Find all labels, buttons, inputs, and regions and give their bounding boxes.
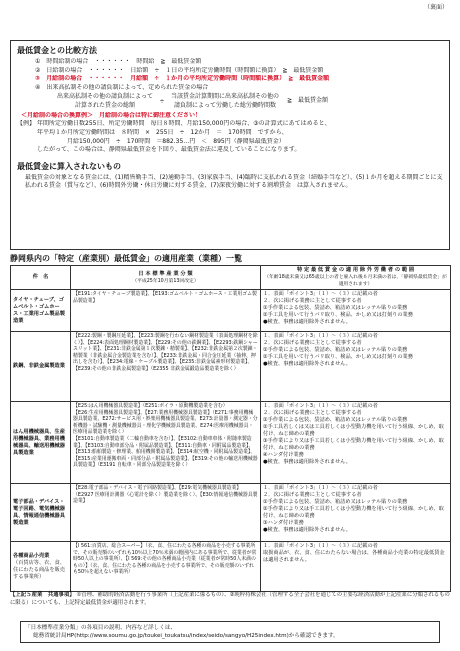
example-label: 【例】: [17, 120, 36, 128]
example-block: [17, 120, 443, 154]
industry-name: タイヤ・チューブ、ゴムベルト・ゴムホース・工業用ゴム製品製造業: [11, 290, 71, 332]
formula-denominator-line1: 当該賃金計算期間に出来高払制その他の: [171, 93, 280, 101]
formula-result: ≧ 最低賃金額: [287, 97, 329, 105]
header-classification: 日 本 標 準 産 業 分 類 （平成25年10月第13回改定）: [71, 266, 261, 290]
industry-codes: 【E191:タイヤ・チューブ製造業】、【E193:ゴムベルト・ゴムホース・工業用ゴム製品製造業】: [71, 290, 261, 332]
formula-numerator-line2: 計算された賃金の総額: [75, 101, 136, 109]
reference-line2: 総務省統計局HP(http://www.soumu.go.jp/toukei_toukatsu/index/seido/sangyo/H25index.htm)から確認できます。: [33, 633, 339, 639]
table-row: [11, 290, 451, 332]
table-row: [11, 332, 451, 402]
reference-box: [20, 621, 440, 643]
comparison-item-monthly: ③ 月給制の場合 ・・・・・・ 月給額 ÷ １か月の平均所定労働時間（時間額に換算） ≧ 最低賃金額: [35, 75, 330, 83]
industry-name: 電子部品・デバイス・電子回路、電気機械器具、情報通信機械器具製造業: [11, 484, 71, 542]
example-line: 年間所定労働日数255日、所定労働時間 毎日８時間、月給150,000円の場合、③の計算式にあてはめると、: [37, 120, 331, 128]
common-note: [10, 592, 450, 607]
example-line: したがって、この場合は、静岡県最低賃金を下回り、最低賃金法に違反していることになります。: [37, 146, 301, 154]
common-note-label: 【上記５産業 共通事項】: [10, 592, 75, 598]
comparison-title: 最低賃金との比較方法: [17, 46, 97, 55]
comparison-item-daily: ② 日給制の場合 ・・・・・・ 日給額 ÷ １日の平均所定労働時間（時間額に換算） ≧ 最低賃金額: [35, 66, 324, 74]
industry-exclusions: １．表面「ポイント3」（１）～（３）に記載の者 ２．次に掲げる業務に主として従事する者 ①手作業による包装、袋詰め、箱詰め又はレッテル貼りの業務 ②手作業により又は手工具若しくは小型動力機を用いて行う組線、かしめ、取付け、ねじ締めの業務 ③ハンダ付け業務 ●検査、事務は適用除外されません。: [261, 484, 451, 542]
industry-exclusions: １．表面「ポイント3」（１）～（３）に記載の者 ２．次に掲げる業務に主として従事する者 ①手作業による包装、袋詰め、箱詰め又はレッテル貼りの業務 ②手工具を用いて行うバリ取り、検品、かしめ又は打刻りの業務 ●検査、事務は適用除外されません。: [261, 290, 451, 332]
monthly-notice: ＜月給制の場合の換算例＞ 月給制の場合は特に御注意ください！: [21, 111, 202, 119]
piecework-formula: [17, 93, 443, 109]
example-line: 年平均１か月所定労働時間は ８時間 × 255日 ÷ 12か月 ＝ 170時間 ですから、: [37, 128, 288, 136]
table-header-row: [11, 266, 451, 290]
table-row: [11, 542, 451, 592]
industry-exclusions: １．表面「ポイント3」（１）～（３）に記載の者 取扱商品が、衣、食、住にわたらない場合は、各種商品小売業の特定最低賃金は適用されません。: [261, 542, 451, 592]
formula-numerator-line1: 出来高払制その他の請負制によって: [57, 93, 154, 101]
industry-name: 鉄鋼、非鉄金属製造業: [11, 332, 71, 402]
table-row: [11, 484, 451, 542]
example-line: 月給150,000円 ÷ 170時間 ＝882.35…円 ＜ 895円（静岡県最低賃金）: [67, 137, 285, 145]
industry-name: はん用機械器具、生産用機械器具、業務用機械器具、輸送用機械器具製造業: [11, 402, 71, 484]
header-name: 件 名: [11, 266, 71, 290]
industry-exclusions: １．表面「ポイント3」（１）～（３）に記載の者 ２．次に掲げる業務に主として従事する者 ①手作業による包装、袋詰め、箱詰め又はレッテル貼りの業務 ②手工具若しくは又は工具若しくは小型動力機を用いて行う組線、かしめ、取付け、ねじ締めの業務 ③手作業により又は手工具若しくは小型動力機を用いて行う組線、かしめ、取付け、ねじ締めの業務 ④ハンダ付け業務 ●検査、事務は適用除外されません。: [261, 402, 451, 484]
industry-name: 各種商品小売業 （百貨店等、衣、食、住にわたる商品を販売する事業所）: [11, 542, 71, 592]
industry-exclusions: １．表面「ポイント3」（１）～（３）に記載の者 ２．次に掲げる業務に主として従事する者 ①手作業による包装、袋詰め、箱詰め又はレッテル貼りの業務 ②手工具を用いて行うバリ取り、検品、かしめ又は打刻りの業務 ●検査、事務は適用除外されません。: [261, 332, 451, 402]
industry-codes: 【I 561:百貨店、総合スーパー】（衣、食、住にわたる各種の商品を小売する事業所で、その販売額のいずれも10％以上70％未満の範囲内にある事業所で、従業者が常時50人以上の事業所）、【I 569:その他の各種商品小売業（従業者が常時50人未満のもの）】（衣、食、住にわたる各種の商品を小売する事業所で、その販売額のいずれも50％を超えない事業所）: [71, 542, 261, 592]
industry-list-title: 静岡県内の「特定（産業別）最低賃金」の適用産業（業種）一覧: [10, 254, 242, 263]
formula-denominator-line2: 請負制によって労働した総労働時間数: [174, 101, 277, 109]
industry-table: [10, 265, 451, 592]
reference-line1: 「日本標準産業分類」の各項目の説明、内容など詳しくは、: [25, 625, 177, 631]
industry-codes: 【E28:電子部品・デバイス・電子回路製造業】、【E29:電気機械器具製造業】（E2927 医療用計測器（心電計を除く）製造業を除く）、【E30:情報通信機械器具製造業】: [71, 484, 261, 542]
common-note-text: ①管理、補助的経済活動を行う事業所（上記産業に係るもの）、②純粋持株会社（管理する全子会社を通じての主要な経済活動が上記産業に分類されるものに限る）についても、上記特定最低賃金が適用されます。: [10, 592, 450, 606]
exclusion-title: 最低賃金に算入されないもの: [17, 161, 121, 171]
page-side-label: （裏面）: [423, 4, 448, 11]
exclusion-text: 最低賃金の対象となる賃金には、(1)精皆勤手当、(2)通勤手当、(3)家族手当、(4)臨時に支払われる賃金（結婚手当など）、(5)１か月を超える期間ごとに支払われる賃金（賞与など）、(6)時間外労働・休日労働に対する賃金、(7)深夜労働に対する割増賃金 は算入されません。: [25, 173, 443, 190]
comparison-item-hourly: ① 時間給制の場合 ・・・・・・ 時間給 ≧ 最低賃金額: [35, 58, 202, 65]
comparison-item-piecework: ④ 出来高払制その他の請負制によって、定められた賃金の場合: [35, 83, 209, 91]
minimum-wage-comparison-box: [10, 40, 450, 250]
divide-sign-icon: ÷: [159, 98, 165, 106]
header-exclusion: 特 定 最 低 賃 金 の 適 用 除 外 労 働 者 の 範 囲 （年齢18歳未満又は65歳以上の者と雇入れ後６月未満の者は、「静岡県最低賃金」が適用されます）: [261, 266, 451, 290]
industry-codes: 【E222:製鋼・製鋼圧延業】、【E223:製鋼を行わない鋼材製造業（表面処理鋼材を除く）】、【E224:表面処理鋼材製造業】、【E229:その他の鉄鋼業】、【E2293:鉄鋼シャースリット業】、【E231:非鉄金属第１次製錬・精製業】、【E232:非鉄金属第２次製錬・精製業（非鉄金属合金製造業を含む）】、【E233:非鉄金属・同合金圧延業（抽伸、押出しを含む）】、【E234:電線・ケーブル製造業】、【E235:非鉄金属素形材製造業】、【E239:その他の非鉄金属製造業】（E2355 非鉄金属鍛造品製造業を除く）: [71, 332, 261, 402]
industry-codes: 【E25:はん用機械器具製造業】（E251:ボイラ・原動機製造業を含む） 【E26:生産用機械器具製造業】、【E27:業務用機械器具製造業】（E271:事務用機械器具製造業、E272:サービス用・娯楽用機械器具製造業、E273:計量器・測定器・分析機器・試験機・測量機械器具・理化学機械器具製造業、E274:医療用機械器具・医療用品製造業を除く） 【E3101:自動車製造業（二輪自動車を含む）】、【E3102:自動車車体・附随車製造業】、【E3103:自動車部分品・附属品製造業】、【E311:自動車・同附属品製造業】、【E313:船舶製造・修理業、舶用機関製造業】、【E314:航空機・同附属品製造業】、【E315:産業用運搬車両・同部分品・附属品製造業】、【E319:その他の輸送用機械器具製造業】（E3191 自転車・同部分品製造業を除く）: [71, 402, 261, 484]
table-row: [11, 402, 451, 484]
